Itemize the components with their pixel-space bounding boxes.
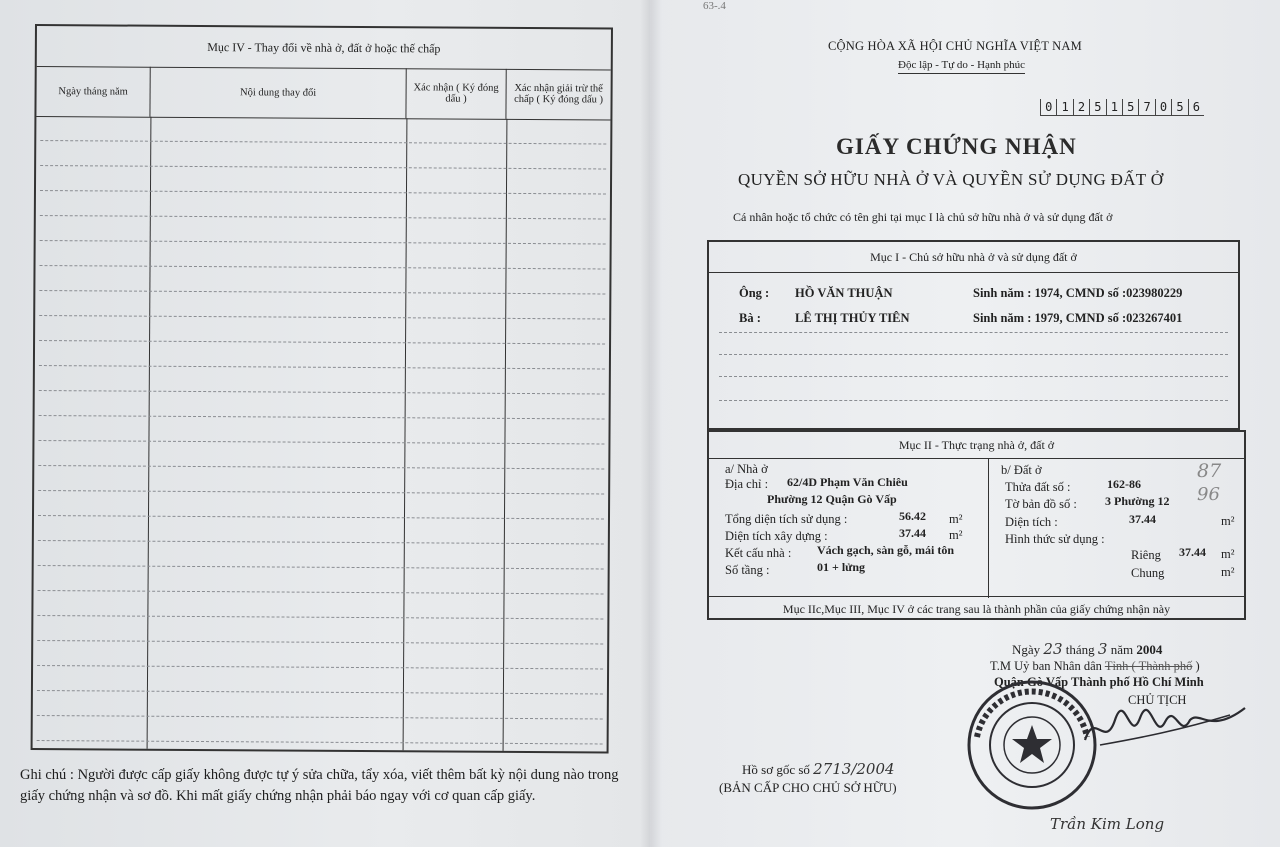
authority-line2: Quận Gò Vấp Thành phố Hồ Chí Minh — [994, 675, 1204, 689]
dotted-line — [40, 165, 606, 169]
dotted-line — [719, 376, 1228, 377]
map-handwritten: 96 — [1197, 484, 1220, 505]
dotted-line — [40, 215, 606, 219]
dotted-line — [719, 400, 1228, 401]
map-number: 3 Phường 12 — [1105, 494, 1170, 508]
section2-title: Mục II - Thực trạng nhà ở, đất ở — [709, 432, 1244, 459]
dotted-line — [39, 340, 605, 344]
serial-digit: 5 — [1122, 99, 1138, 115]
section4-title: Mục IV - Thay đổi về nhà ở, đất ở hoặc thế chấp — [37, 26, 611, 71]
serial-digit: 7 — [1138, 99, 1154, 115]
dotted-line — [40, 265, 606, 269]
dotted-line — [38, 565, 604, 569]
page-fold — [640, 0, 662, 847]
dotted-line — [39, 415, 605, 419]
serial-digit: 1 — [1056, 99, 1072, 115]
serial-digit: 2 — [1073, 99, 1089, 115]
column-divider — [403, 118, 408, 750]
dotted-line — [38, 490, 604, 494]
serial-number — [1040, 99, 1204, 116]
top-mark: 63-.4 — [703, 0, 726, 12]
serial-digit: 0 — [1155, 99, 1171, 115]
dotted-line — [38, 540, 604, 544]
signature — [1080, 700, 1250, 760]
col-date-header: Ngày tháng năm — [36, 66, 150, 117]
col-content-header: Nội dung thay đổi — [150, 67, 406, 119]
dotted-line — [39, 365, 605, 369]
owner-name: HỒ VĂN THUẬN — [795, 286, 893, 300]
serial-digit: 5 — [1089, 99, 1105, 115]
dotted-line — [40, 240, 606, 244]
dotted-line — [719, 332, 1228, 333]
dotted-line — [38, 465, 604, 469]
owner-birth: Sinh năm : 1979, CMND số :023267401 — [973, 311, 1183, 325]
dotted-line — [40, 140, 606, 144]
section4-body — [33, 116, 611, 751]
note-text: Ghi chú : Người được cấp giấy không được tự ý sửa chữa, tẩy xóa, viết thêm bất kỳ nội dung nào trong giấy chứng nhận và sơ đồ. Khi mất giấy chứng nhận phải báo ngay với cơ quan cấp giấy. — [20, 767, 619, 804]
document-subtitle: QUYỀN SỞ HỮU NHÀ Ở VÀ QUYỀN SỬ DỤNG ĐẤT Ở — [738, 170, 1164, 189]
build-area: 37.44 — [899, 526, 926, 540]
parcel-handwritten: 87 — [1197, 460, 1222, 482]
dotted-line — [37, 665, 603, 669]
total-area: 56.42 — [899, 509, 926, 523]
house-address: 62/4D Phạm Văn Chiêu — [787, 475, 908, 489]
section1-title: Mục I - Chủ sở hữu nhà ở và sử dụng đất ở — [709, 242, 1238, 273]
owner-row: Bà : LÊ THỊ THỦY TIÊN Sinh năm : 1979, CMND số :023267401 — [739, 311, 1183, 325]
col-confirm-header: Xác nhận ( Ký đóng dấu ) — [406, 68, 506, 119]
serial-digit: 5 — [1171, 99, 1187, 115]
owner-name: LÊ THỊ THỦY TIÊN — [795, 311, 910, 325]
republic-header: CỘNG HÒA XÃ HỘI CHỦ NGHĨA VIỆT NAM — [828, 39, 1082, 53]
dotted-line — [37, 690, 603, 694]
section1-box — [707, 240, 1240, 430]
section2-divider — [988, 458, 989, 598]
authority-line1: T.M Uỷ ban Nhân dân Tỉnh ( Thành phố ) — [990, 659, 1200, 673]
dotted-line — [38, 440, 604, 444]
document-title: GIẤY CHỨNG NHẬN — [836, 134, 1077, 159]
land-area: 37.44 — [1129, 512, 1156, 526]
dotted-line — [40, 190, 606, 194]
serial-digit: 6 — [1188, 99, 1204, 115]
parcel-number: 162-86 — [1107, 477, 1141, 491]
house-address-line2: Phường 12 Quận Gò Vấp — [767, 492, 897, 506]
structure: Vách gạch, sàn gỗ, mái tôn — [817, 543, 955, 557]
dotted-line — [39, 390, 605, 394]
dotted-line — [38, 515, 604, 519]
motto: Độc lập - Tự do - Hạnh phúc — [898, 59, 1025, 71]
record-number: Hồ sơ gốc số 2713/2004 — [742, 760, 895, 778]
dotted-line — [719, 354, 1228, 355]
dotted-line — [39, 290, 605, 294]
serial-digit: 0 — [1040, 99, 1056, 115]
dotted-line — [39, 315, 605, 319]
dotted-line — [37, 740, 603, 744]
owner-birth: Sinh năm : 1974, CMND số :023980229 — [973, 286, 1183, 300]
section2-box: Mục II - Thực trạng nhà ở, đất ở a/ Nhà ở Địa chỉ : 62/4D Phạm Văn Chiêu Phường 12 Quận Gò Vấp Tổng diện tích sử dụng : 56.42 m² Diện tích xây dựng : 37.44 m² Kết cấu nhà : Vách gạch, sàn gỗ, mái tôn Số tầng : 01 + lửng b/ Đất ở Thửa đất số : 162-86 87 Tờ bản đồ số : 3 Phường 12 96 Diện tích : 37.44 m² Hình thức sử dụng : Riêng 37.44 m² Chung m² Mục IIc,Mục III, Mục IV ở các trang sau là thành phần của giấy chứng nhận này — [707, 430, 1246, 620]
section4-table — [31, 24, 613, 754]
issue-date: Ngày 23 tháng 3 năm 2004 — [1012, 640, 1163, 658]
col-release-header: Xác nhận giải trừ thế chấp ( Ký đóng dấu ) — [514, 82, 604, 106]
dotted-line — [37, 640, 603, 644]
floors: 01 + lửng — [817, 560, 866, 574]
column-divider — [147, 117, 152, 749]
column-divider — [503, 119, 508, 751]
section4-header — [36, 66, 610, 121]
dotted-line — [38, 590, 604, 594]
private-area: 37.44 — [1179, 545, 1206, 559]
copy-label: (BẢN CẤP CHO CHỦ SỞ HỮU) — [719, 780, 897, 795]
section2-footer: Mục IIc,Mục III, Mục IV ở các trang sau là thành phần của giấy chứng nhận này — [709, 596, 1244, 621]
dotted-line — [37, 715, 603, 719]
intro-text: Cá nhân hoặc tổ chức có tên ghi tại mục I là chủ sở hữu nhà ở và sử dụng đất ở — [733, 210, 1113, 224]
dotted-line — [37, 615, 603, 619]
serial-digit: 1 — [1106, 99, 1122, 115]
signer-name: Trần Kim Long — [1050, 815, 1165, 833]
owner-row: Ông : HỒ VĂN THUẬN Sinh năm : 1974, CMND số :023980229 — [739, 286, 1183, 300]
authority-title: CHỦ TỊCH — [1128, 693, 1187, 707]
